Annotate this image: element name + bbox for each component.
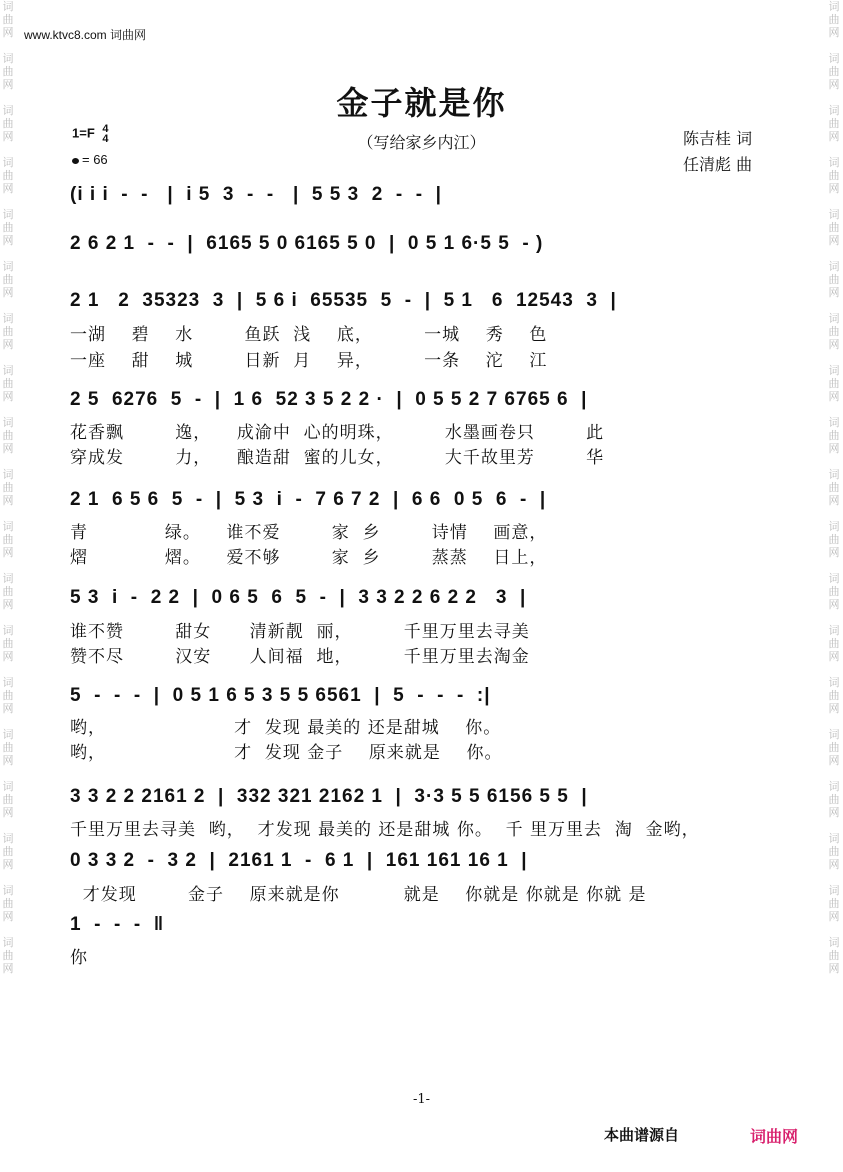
score-row-5: 2 1 6 5 6 5 - | 5 3 i - 7 6 7 2 | 6 6 0 5 6 - |	[70, 489, 547, 510]
lyric-row-6a: 谁不赞 甜女 清新靓 丽， 千里万里去寻美	[70, 622, 530, 642]
score-row-1: (i i i - - | i 5 3 - - | 5 5 3 2 - - |	[70, 184, 442, 205]
lyric-row-5a: 青 绿。 谁不爱 家 乡 诗情 画意，	[70, 523, 548, 543]
composer-credit: 任清彪 曲	[683, 155, 753, 174]
site-url: www.ktvc8.com 词曲网	[24, 28, 147, 42]
score-row-9: 0 3 3 2 - 3 2 | 2161 1 - 6 1 | 161 161 16 1 |	[70, 850, 528, 871]
score-row-3: 2 1 2 35323 3 | 5 6 i 65535 5 - | 5 1 6 12543 3 |	[70, 290, 617, 311]
lyricist-credit: 陈吉桂 词	[683, 129, 753, 148]
tempo-value: = 66	[82, 152, 108, 167]
lyric-row-7a: 哟， 才 发现 最美的 还是甜城 你。	[70, 718, 502, 738]
lyric-row-6b: 赞不尽 汉安 人间福 地， 千里万里去淘金	[70, 647, 530, 667]
lyric-row-9: 才发现 金子 原来就是你 就是 你就是 你就是 你就 是	[70, 885, 647, 905]
lyric-row-10: 你	[70, 948, 88, 968]
key-signature	[72, 124, 109, 144]
tempo-marking	[72, 152, 108, 167]
lyric-row-5b: 熠 熠。 爱不够 家 乡 蒸蒸 日上，	[70, 548, 548, 568]
song-title: 金子就是你	[336, 84, 507, 122]
left-side-watermark: 词曲网 词曲网 词曲网 词曲网 词曲网 词曲网 词曲网 词曲网 词曲网 词曲网 词曲网 词曲网 词曲网 词曲网 词曲网 词曲网 词曲网 词曲网 词曲网	[2, 0, 14, 975]
lyric-row-4b: 穿成发 力， 酿造甜 蜜的儿女， 大千故里芳 华	[70, 448, 605, 468]
quarter-note-icon	[72, 158, 79, 164]
lyric-row-8: 千里万里去寻美 哟， 才发现 最美的 还是甜城 你。 千 里万里去 淘 金哟，	[70, 820, 700, 840]
score-row-10: 1 - - - ‖	[70, 914, 165, 935]
key-label: 1=F	[72, 125, 95, 141]
song-subtitle: （写给家乡内江）	[357, 133, 486, 152]
score-row-7: 5 - - - | 0 5 1 6 5 3 5 5 6561 | 5 - - - :|	[70, 685, 491, 706]
lyric-row-4a: 花香飘 逸， 成渝中 心的明珠， 水墨画卷只 此	[70, 423, 605, 443]
page-number: -1-	[412, 1092, 431, 1107]
score-row-6: 5 3 i - 2 2 | 0 6 5 6 5 - | 3 3 2 2 6 2 2 3 |	[70, 587, 527, 608]
lyric-row-3b: 一座 甜 城 日新 月 异， 一条 沱 江	[70, 351, 548, 371]
source-label: 本曲谱源自	[604, 1127, 680, 1144]
score-row-8: 3 3 2 2 2161 2 | 332 321 2162 1 | 3·3 5 5 6156 5 5 |	[70, 786, 588, 807]
time-signature: 4 4	[102, 123, 109, 145]
lyric-row-3a: 一湖 碧 水 鱼跃 浅 底， 一城 秀 色	[70, 325, 548, 345]
score-row-4: 2 5 6276 5 - | 1 6 52 3 5 2 2 · | 0 5 5 2 7 6765 6 |	[70, 389, 588, 410]
lyric-row-7b: 哟， 才 发现 金子 原来就是 你。	[70, 743, 503, 763]
right-side-watermark: 词曲网 词曲网 词曲网 词曲网 词曲网 词曲网 词曲网 词曲网 词曲网 词曲网 词曲网 词曲网 词曲网 词曲网 词曲网 词曲网 词曲网 词曲网 词曲网	[828, 0, 840, 975]
brand-link[interactable]: 词曲网	[750, 1129, 799, 1146]
score-row-2: 2 6 2 1 - - | 6165 5 0 6165 5 0 | 0 5 1 6·5 5 - )	[70, 233, 544, 254]
